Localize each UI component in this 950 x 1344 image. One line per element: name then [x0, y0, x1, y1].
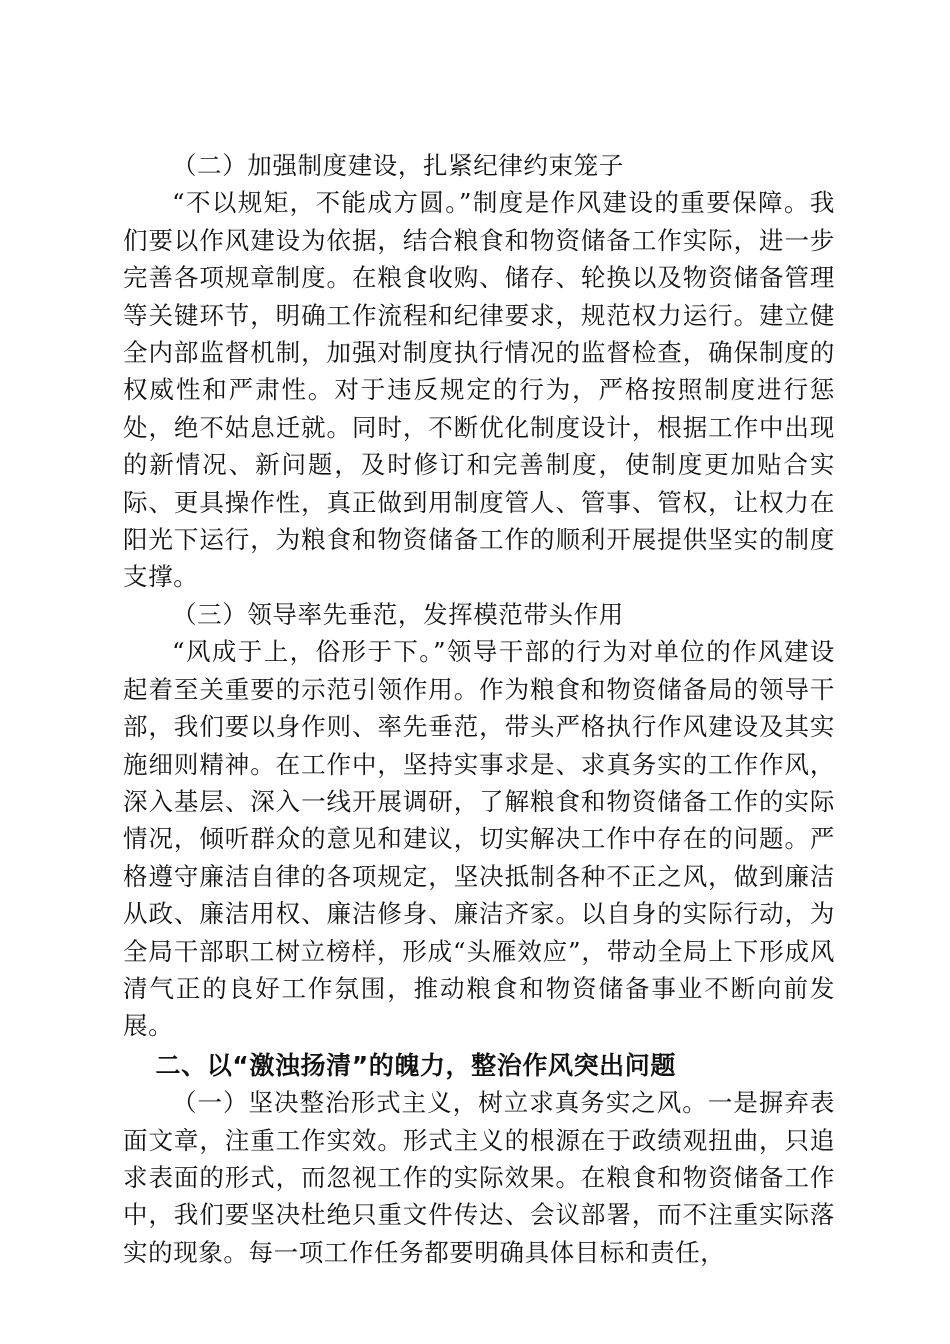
section-heading-rectify-problems: 二、以“激浊扬清”的魄力，整治作风突出问题 [155, 1050, 676, 1080]
paragraph-system-building: “不以规矩，不能成方圆。”制度是作风建设的重要保障。我们要以作风建设为依据，结合粮食和物资储备工作实际，进一步完善各项规章制度。在粮食收购、储存、轮换以及物资储备管理等关键环节，明确工作流程和纪律要求，规范权力运行。建立健全内部监督机制，加强对制度执行情况的监督检查，确保制度的权威性和严肃性。对于违反规定的行为，严格按照制度进行惩处，绝不姑息迁就。同时，不断优化制度设计，根据工作中出现的新情况、新问题，及时修订和完善制度，使制度更加贴合实际、更具操作性，真正做到用制度管人、管事、管权，让权力在阳光下运行，为粮食和物资储备工作的顺利开展提供坚实的制度支撑。 [123, 188, 835, 592]
subheading-strengthen-system: （二）加强制度建设，扎紧纪律约束笼子 [172, 151, 624, 180]
paragraph-rectify-formalism: （一）坚决整治形式主义，树立求真务实之风。一是摒弃表面文章，注重工作实效。形式主义的根源在于政绩观扭曲，只追求表面的形式，而忽视工作的实际效果。在粮食和物资储备工作中，我们要坚决杜绝只重文件传达、会议部署，而不注重实际落实的现象。每一项工作任务都要明确具体目标和责任， [123, 1088, 835, 1267]
subheading-leaders-example: （三）领导率先垂范，发挥模范带头作用 [172, 599, 624, 629]
document-body [123, 147, 835, 1271]
paragraph-leaders-example: “风成于上，俗形于下。”领导干部的行为对单位的作风建设起着至关重要的示范引领作用。作为粮食和物资储备局的领导干部，我们要以身作则、率先垂范，带头严格执行作风建设及其实施细则精神。在工作中，坚持实事求是、求真务实的工作作风，深入基层、深入一线开展调研，了解粮食和物资储备工作的实际情况，倾听群众的意见和建议，切实解决工作中存在的问题。严格遵守廉洁自律的各项规定，坚决抵制各种不正之风，做到廉洁从政、廉洁用权、廉洁修身、廉洁齐家。以自身的实际行动，为全局干部职工树立榜样，形成“头雁效应”，带动全局上下形成风清气正的良好工作氛围，推动粮食和物资储备事业不断向前发展。 [123, 637, 835, 1041]
